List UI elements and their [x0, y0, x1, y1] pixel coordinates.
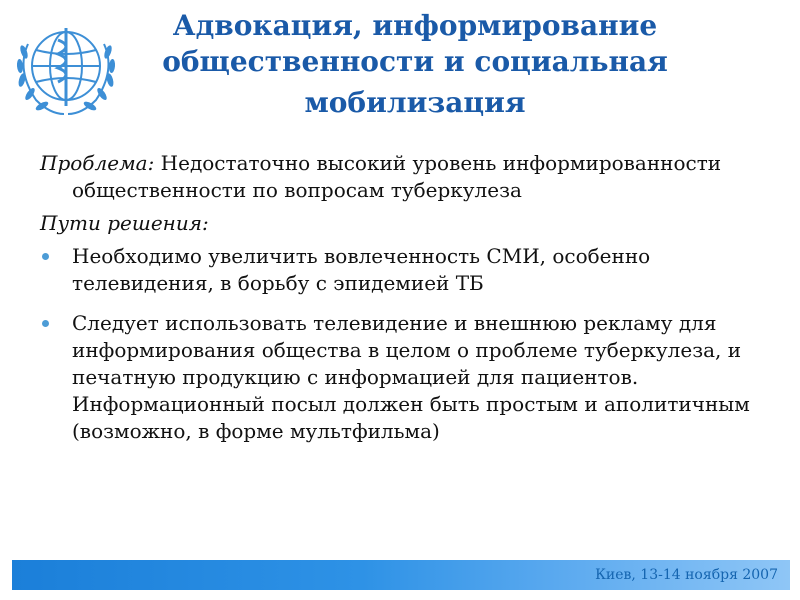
- bullet-text: Необходимо увеличить вовлеченность СМИ, особенно телевидения, в борьбу с эпидемией ТБ: [72, 244, 651, 295]
- footer-location-date: Киев, 13-14 ноября 2007: [595, 567, 778, 583]
- footer-bar: [12, 560, 790, 590]
- slide-body: [40, 150, 760, 445]
- bullet-dot-icon: [42, 253, 49, 260]
- problem-paragraph: [40, 150, 760, 204]
- slide-title: [120, 8, 710, 121]
- bullet-item: [40, 243, 760, 297]
- who-emblem-icon: [6, 14, 126, 126]
- title-line-3: мобилизация: [304, 85, 526, 119]
- title-line-2: общественности и социальная: [162, 45, 668, 79]
- solutions-label: Пути решения:: [40, 211, 209, 235]
- bullet-dot-icon: [42, 320, 49, 327]
- problem-text: Недостаточно высокий уровень информированности общественности по вопросам туберкулеза: [72, 151, 722, 202]
- bullet-item: [40, 310, 760, 445]
- problem-label: Проблема:: [40, 151, 155, 175]
- bullet-text: Следует использовать телевидение и внешнюю рекламу для информирования общества в целом о проблеме туберкулеза, и печатную продукцию с информацией для пациентов. Информационный посыл должен быть простым и аполитичным (возможно, в форме мультфильма): [72, 311, 750, 443]
- title-line-1: Адвокация, информирование: [172, 9, 658, 42]
